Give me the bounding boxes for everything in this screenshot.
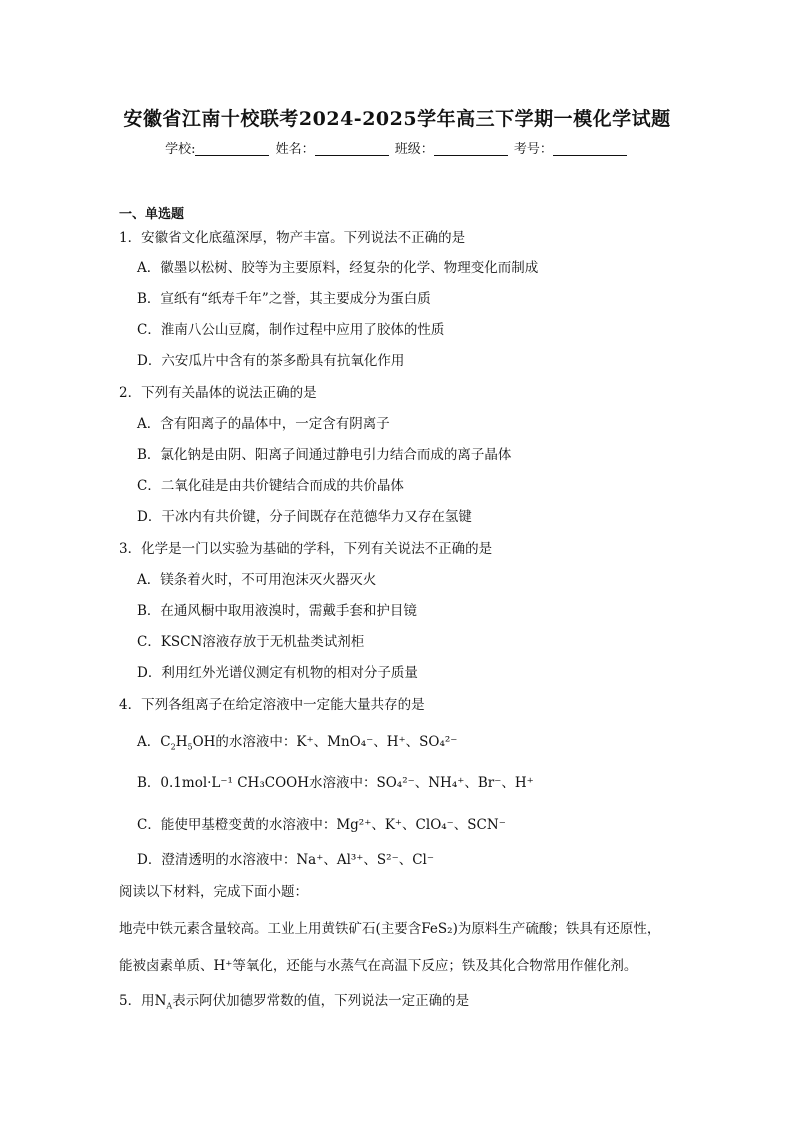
question-4-option-b xyxy=(137,774,534,792)
option-d-prefix: D． xyxy=(137,852,162,868)
option-a-text: 的水溶液中： xyxy=(215,734,297,750)
class-label: 班级： xyxy=(394,142,434,157)
question-3-option-d: D．利用红外光谱仪测定有机物的相对分子质量 xyxy=(137,665,418,681)
option-a-ions: K⁺、MnO₄⁻、H⁺、SO₄²⁻ xyxy=(296,734,458,750)
question-3-option-b: B．在通风橱中取用液溴时，需戴手套和护目镜 xyxy=(137,603,417,619)
question-2-option-d: D．干冰内有共价键，分子间既存在范德华力又存在氢键 xyxy=(137,509,472,525)
name-label: 姓名： xyxy=(275,142,315,157)
school-blank[interactable] xyxy=(195,141,269,156)
school-label: 学校: xyxy=(165,142,196,157)
name-blank[interactable] xyxy=(315,141,389,156)
option-b-text: 水溶液中： xyxy=(308,775,377,791)
page-title: 安徽省江南十校联考2024-2025学年高三下学期一模化学试题 xyxy=(123,108,671,130)
question-3-option-c: C．KSCN溶液存放于无机盐类试剂柜 xyxy=(137,634,365,650)
option-a-prefix: A． xyxy=(137,734,161,750)
question-3-stem: 3．化学是一门以实验为基础的学科，下列有关说法不正确的是 xyxy=(119,541,493,557)
option-c-prefix: C． xyxy=(137,817,161,833)
question-2-option-b: B．氯化钠是由阴、阳离子间通过静电引力结合而成的离子晶体 xyxy=(137,447,512,463)
exam-no-label: 考号： xyxy=(513,142,553,157)
acetic-acid-concentration: 0.1mol·L⁻¹ CH₃COOH xyxy=(160,775,309,791)
class-blank[interactable] xyxy=(434,141,508,156)
question-1-option-a: A．徽墨以松树、胶等为主要原料，经复杂的化学、物理变化而制成 xyxy=(137,260,539,276)
pyrite-formula: FeS₂ xyxy=(421,921,453,937)
question-4-stem: 4．下列各组离子在给定溶液中一定能大量共存的是 xyxy=(119,697,425,713)
avogadro-symbol: $N_A$ xyxy=(154,993,173,1011)
option-d-text: 澄清透明的水溶液中： xyxy=(161,852,297,868)
option-d-ions: Na⁺、Al³⁺、S²⁻、Cl⁻ xyxy=(296,852,434,868)
reading-intro: 阅读以下材料，完成下面小题： xyxy=(119,884,308,900)
option-c-text: 能使甲基橙变黄的水溶液中： xyxy=(160,817,337,833)
question-4-option-c xyxy=(137,816,506,834)
ethanol-formula: $C_2H_5OH$ xyxy=(160,734,216,752)
exam-no-blank[interactable] xyxy=(553,141,627,156)
question-2-option-a: A．含有阳离子的晶体中，一定含有阴离子 xyxy=(137,416,390,432)
question-1-option-d: D．六安瓜片中含有的茶多酚具有抗氧化作用 xyxy=(137,353,405,369)
question-2-stem: 2．下列有关晶体的说法正确的是 xyxy=(119,385,317,401)
option-b-prefix: B． xyxy=(137,775,161,791)
option-c-ions: Mg²⁺、K⁺、ClO₄⁻、SCN⁻ xyxy=(336,817,506,833)
reading-paragraph-line-1: 地壳中铁元素含量较高。工业上用黄铁矿石(主要含FeS₂)为原料生产硫酸；铁具有还原性， xyxy=(119,921,661,937)
question-4-option-a xyxy=(137,733,457,751)
question-1-stem: 1．安徽省文化底蕴深厚，物产丰富。下列说法不正确的是 xyxy=(119,230,466,246)
question-1-option-c: C．淮南八公山豆腐，制作过程中应用了胶体的性质 xyxy=(137,322,445,338)
reading-paragraph-line-2: 能被卤素单质、H⁺等氧化，还能与水蒸气在高温下反应；铁及其化合物常用作催化剂。 xyxy=(119,958,638,974)
question-1-option-b: B．宣纸有“纸寿千年”之誉，其主要成分为蛋白质 xyxy=(137,291,431,307)
question-4-option-d xyxy=(137,851,434,869)
question-5-stem: 5．用$N_A$表示阿伏加德罗常数的值，下列说法一定正确的是 xyxy=(119,993,470,1011)
question-2-option-c: C．二氧化硅是由共价键结合而成的共价晶体 xyxy=(137,478,404,494)
option-b-ions: SO₄²⁻、NH₄⁺、Br⁻、H⁺ xyxy=(376,775,534,791)
question-3-option-a: A．镁条着火时，不可用泡沫灭火器灭火 xyxy=(137,572,377,588)
student-info-line xyxy=(0,138,794,157)
section-heading: 一、单选题 xyxy=(119,207,185,222)
